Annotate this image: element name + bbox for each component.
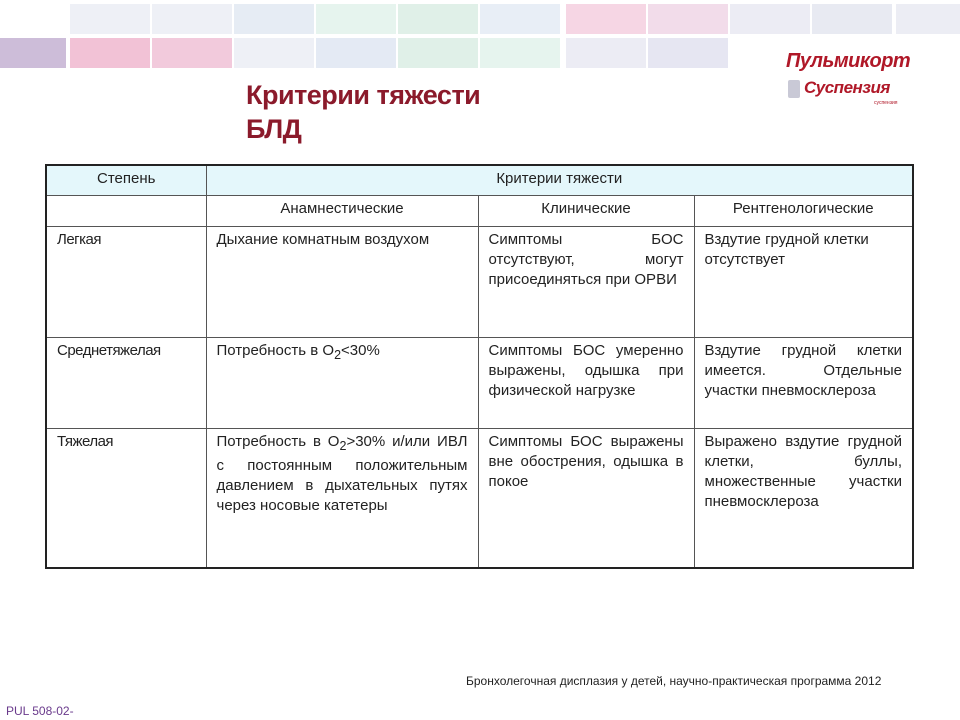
logo-line-1: Пульмикорт	[786, 50, 911, 72]
radiological-cell: Вздутие грудной клетки имеется. Отдельные участки пневмосклероза	[694, 338, 913, 429]
anamnestic-text: Потребность в O	[216, 342, 335, 359]
brand-logo	[782, 50, 911, 110]
grade-cell: Среднетяжелая	[46, 338, 206, 429]
table-row	[46, 429, 913, 569]
radiological-cell: Вздутие грудной клетки отсутствует	[694, 227, 913, 338]
anamnestic-text: Потребность в O	[216, 433, 340, 450]
anamnestic-cell	[206, 338, 478, 429]
subheader-radiological: Рентгенологические	[694, 196, 913, 227]
table-row	[46, 338, 913, 429]
radiological-cell: Выражено вздутие грудной клетки, буллы, множественные участки пневмосклероза	[694, 429, 913, 569]
col-header-criteria: Критерии тяжести	[206, 165, 913, 196]
clinical-cell: Симптомы БОС отсутствуют, могут присоединяться при ОРВИ	[478, 227, 694, 338]
grade-cell: Тяжелая	[46, 429, 206, 569]
clinical-cell: Симптомы БОС умеренно выражены, одышка при физической нагрузке	[478, 338, 694, 429]
title-line-2: БЛД	[246, 114, 302, 144]
footer-caption: Бронхолегочная дисплазия у детей, научно-практическая программа 2012	[466, 674, 882, 688]
clinical-cell: Симптомы БОС выражены вне обострения, одышка в покое	[478, 429, 694, 569]
empty-cell	[46, 196, 206, 227]
grade-cell: Легкая	[46, 227, 206, 338]
subscript: 2	[334, 348, 342, 362]
table-row	[46, 227, 913, 338]
page-title	[246, 78, 480, 146]
logo-line-2: Суспензия	[804, 78, 890, 97]
subscript: 2	[339, 439, 347, 453]
anamnestic-text-2: <30%	[341, 342, 380, 359]
anamnestic-text-2: >30% и/или ИВЛ с постоянным положительным давлением в дыхательных путях через носовые катетеры	[216, 433, 468, 514]
anamnestic-cell: Дыхание комнатным воздухом	[206, 227, 478, 338]
col-header-grade: Степень	[46, 165, 206, 196]
subheader-anamnestic: Анамнестические	[206, 196, 478, 227]
logo-inhaler-icon	[788, 80, 800, 98]
logo-small-text: суспензия	[874, 100, 898, 106]
severity-criteria-table	[45, 164, 914, 569]
subheader-clinical: Клинические	[478, 196, 694, 227]
anamnestic-cell	[206, 429, 478, 569]
table-header-row	[46, 165, 913, 196]
table-subheader-row	[46, 196, 913, 227]
title-line-1: Критерии тяжести	[246, 80, 481, 110]
document-code: PUL 508-02-	[6, 704, 74, 718]
